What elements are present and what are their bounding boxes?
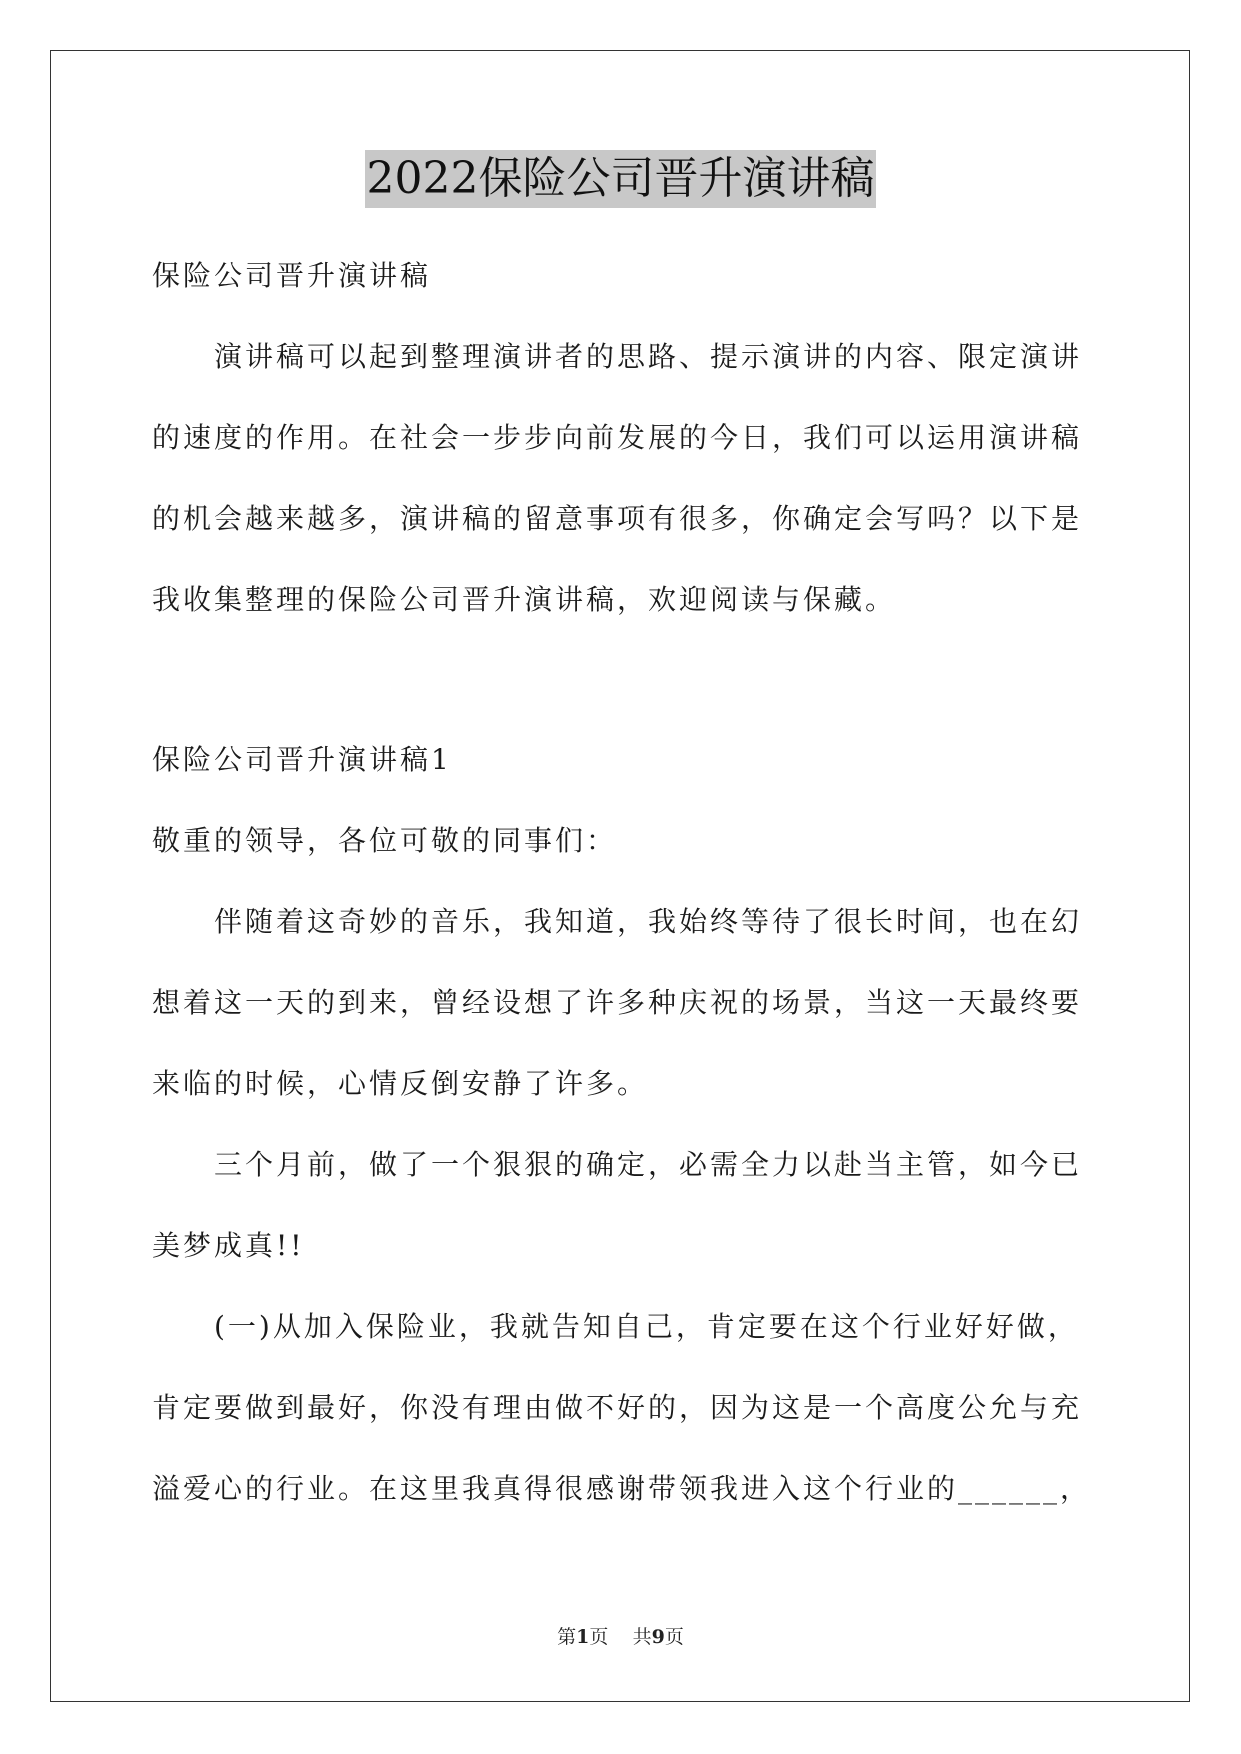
paragraph-line: 伴随着这奇妙的音乐，我知道，我始终等待了很长时间，也在幻 [214,905,1083,938]
document-title: 2022保险公司晋升演讲稿 [365,150,877,208]
paragraph-line: 溢爱心的行业。在这里我真得很感谢带领我进入这个行业的______， [152,1472,1092,1505]
paragraph-line: (一)从加入保险业，我就告知自己，肯定要在这个行业好好做， [214,1310,1079,1343]
blank-line [152,640,1092,719]
total-prefix: 共 [632,1626,652,1648]
paragraph-line: 美梦成真!! [152,1229,305,1262]
paragraph-line: 演讲稿可以起到整理演讲者的思路、提示演讲的内容、限定演讲 [214,340,1083,373]
subtitle: 保险公司晋升演讲稿 [152,259,432,292]
page-suffix: 页 [589,1626,609,1648]
title-container [0,150,1241,208]
salutation: 敬重的领导，各位可敬的同事们： [152,824,618,857]
page-current: 1 [576,1626,590,1648]
paragraph-line: 的速度的作用。在社会一步步向前发展的今日，我们可以运用演讲稿 [152,421,1083,454]
total-suffix: 页 [664,1626,684,1648]
paragraph-line: 肯定要做到最好，你没有理由做不好的，因为这是一个高度公允与充 [152,1391,1083,1424]
page-footer [0,1622,1241,1649]
document-body [152,235,1092,1529]
paragraph-line: 的机会越来越多，演讲稿的留意事项有很多，你确定会写吗？以下是 [152,502,1083,535]
page-prefix: 第 [557,1626,577,1648]
paragraph-line: 三个月前，做了一个狠狠的确定，必需全力以赴当主管，如今已 [214,1148,1083,1181]
section-heading: 保险公司晋升演讲稿1 [152,743,452,776]
paragraph-line: 我收集整理的保险公司晋升演讲稿，欢迎阅读与保藏。 [152,583,897,616]
paragraph-line: 来临的时候，心情反倒安静了许多。 [152,1067,649,1100]
paragraph-line: 想着这一天的到来，曾经设想了许多种庆祝的场景，当这一天最终要 [152,986,1083,1019]
page-total: 9 [651,1626,665,1648]
